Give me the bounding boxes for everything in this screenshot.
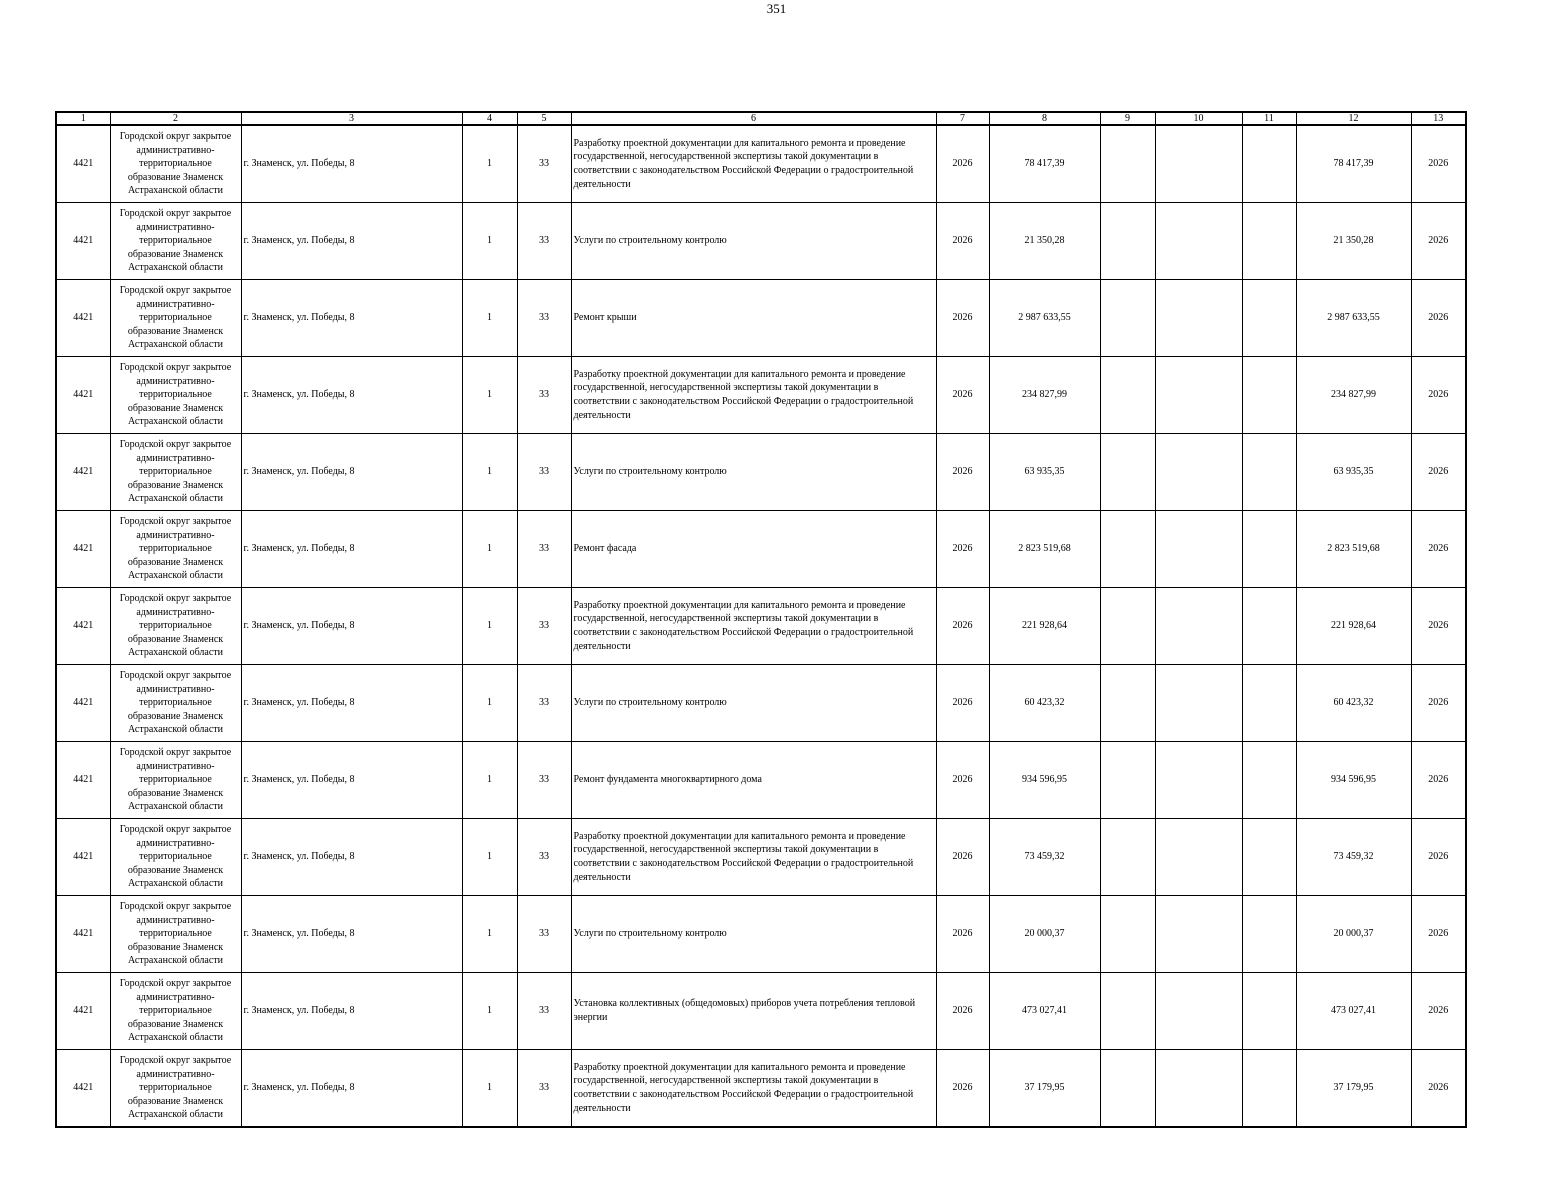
- table-row: [56, 742, 1466, 819]
- column-header-5: 5: [517, 112, 571, 125]
- col5-cell: 33: [517, 280, 571, 357]
- col11-cell: [1242, 203, 1296, 280]
- col5-cell: 33: [517, 588, 571, 665]
- total-cost-cell: 934 596,95: [1296, 742, 1411, 819]
- address-cell: г. Знаменск, ул. Победы, 8: [241, 511, 462, 588]
- year-cell: 2026: [936, 742, 989, 819]
- municipality-cell: Городской округ закрытое административно-территориальное образование Знаменск Астраханской области: [110, 896, 241, 973]
- address-cell: г. Знаменск, ул. Победы, 8: [241, 896, 462, 973]
- total-cost-cell: 234 827,99: [1296, 357, 1411, 434]
- col5-cell: 33: [517, 125, 571, 203]
- address-cell: г. Знаменск, ул. Победы, 8: [241, 203, 462, 280]
- col9-cell: [1100, 973, 1155, 1050]
- municipality-cell: Городской округ закрытое административно-территориальное образование Знаменск Астраханской области: [110, 203, 241, 280]
- col4-cell: 1: [462, 819, 517, 896]
- col10-cell: [1155, 588, 1242, 665]
- col10-cell: [1155, 203, 1242, 280]
- house-id-cell: 4421: [56, 511, 110, 588]
- cost-cell: 73 459,32: [989, 819, 1100, 896]
- column-header-4: 4: [462, 112, 517, 125]
- col5-cell: 33: [517, 434, 571, 511]
- table-body: [56, 125, 1466, 1127]
- col9-cell: [1100, 357, 1155, 434]
- col4-cell: 1: [462, 665, 517, 742]
- cost-cell: 221 928,64: [989, 588, 1100, 665]
- table-row: [56, 819, 1466, 896]
- work-type-cell: Услуги по строительному контролю: [571, 203, 936, 280]
- col5-cell: 33: [517, 819, 571, 896]
- total-cost-cell: 21 350,28: [1296, 203, 1411, 280]
- col9-cell: [1100, 203, 1155, 280]
- col4-cell: 1: [462, 511, 517, 588]
- work-type-cell: Разработку проектной документации для капитального ремонта и проведение государственной, негосударственной экспертизы такой документации в соответствии с законодательством Российской Федерации о градостроительной деятельности: [571, 588, 936, 665]
- address-cell: г. Знаменск, ул. Победы, 8: [241, 665, 462, 742]
- col9-cell: [1100, 125, 1155, 203]
- completion-year-cell: 2026: [1411, 511, 1466, 588]
- house-id-cell: 4421: [56, 588, 110, 665]
- col11-cell: [1242, 819, 1296, 896]
- column-header-10: 10: [1155, 112, 1242, 125]
- address-cell: г. Знаменск, ул. Победы, 8: [241, 588, 462, 665]
- work-type-cell: Ремонт фасада: [571, 511, 936, 588]
- col10-cell: [1155, 896, 1242, 973]
- house-id-cell: 4421: [56, 280, 110, 357]
- address-cell: г. Знаменск, ул. Победы, 8: [241, 742, 462, 819]
- completion-year-cell: 2026: [1411, 125, 1466, 203]
- col10-cell: [1155, 665, 1242, 742]
- table-row: [56, 665, 1466, 742]
- col4-cell: 1: [462, 357, 517, 434]
- col10-cell: [1155, 1050, 1242, 1128]
- col5-cell: 33: [517, 665, 571, 742]
- house-id-cell: 4421: [56, 665, 110, 742]
- completion-year-cell: 2026: [1411, 203, 1466, 280]
- house-id-cell: 4421: [56, 896, 110, 973]
- completion-year-cell: 2026: [1411, 742, 1466, 819]
- col10-cell: [1155, 280, 1242, 357]
- house-id-cell: 4421: [56, 742, 110, 819]
- col5-cell: 33: [517, 742, 571, 819]
- cost-cell: 78 417,39: [989, 125, 1100, 203]
- municipality-cell: Городской округ закрытое административно-территориальное образование Знаменск Астраханской области: [110, 434, 241, 511]
- col11-cell: [1242, 280, 1296, 357]
- total-cost-cell: 63 935,35: [1296, 434, 1411, 511]
- year-cell: 2026: [936, 588, 989, 665]
- col9-cell: [1100, 511, 1155, 588]
- table-row: [56, 896, 1466, 973]
- col5-cell: 33: [517, 511, 571, 588]
- col11-cell: [1242, 434, 1296, 511]
- total-cost-cell: 473 027,41: [1296, 973, 1411, 1050]
- col11-cell: [1242, 665, 1296, 742]
- cost-cell: 934 596,95: [989, 742, 1100, 819]
- column-header-1: 1: [56, 112, 110, 125]
- year-cell: 2026: [936, 434, 989, 511]
- table-row: [56, 511, 1466, 588]
- completion-year-cell: 2026: [1411, 973, 1466, 1050]
- col10-cell: [1155, 125, 1242, 203]
- municipality-cell: Городской округ закрытое административно-территориальное образование Знаменск Астраханской области: [110, 280, 241, 357]
- col4-cell: 1: [462, 280, 517, 357]
- total-cost-cell: 2 987 633,55: [1296, 280, 1411, 357]
- col9-cell: [1100, 819, 1155, 896]
- col9-cell: [1100, 280, 1155, 357]
- cost-cell: 63 935,35: [989, 434, 1100, 511]
- completion-year-cell: 2026: [1411, 280, 1466, 357]
- col11-cell: [1242, 973, 1296, 1050]
- completion-year-cell: 2026: [1411, 665, 1466, 742]
- address-cell: г. Знаменск, ул. Победы, 8: [241, 125, 462, 203]
- col4-cell: 1: [462, 1050, 517, 1128]
- completion-year-cell: 2026: [1411, 588, 1466, 665]
- address-cell: г. Знаменск, ул. Победы, 8: [241, 819, 462, 896]
- col10-cell: [1155, 819, 1242, 896]
- address-cell: г. Знаменск, ул. Победы, 8: [241, 434, 462, 511]
- col9-cell: [1100, 1050, 1155, 1128]
- cost-cell: 234 827,99: [989, 357, 1100, 434]
- municipality-cell: Городской округ закрытое административно-территориальное образование Знаменск Астраханской области: [110, 357, 241, 434]
- municipality-cell: Городской округ закрытое административно-территориальное образование Знаменск Астраханской области: [110, 819, 241, 896]
- year-cell: 2026: [936, 1050, 989, 1128]
- year-cell: 2026: [936, 896, 989, 973]
- header-row: [56, 112, 1466, 125]
- col11-cell: [1242, 742, 1296, 819]
- municipality-cell: Городской округ закрытое административно-территориальное образование Знаменск Астраханской области: [110, 1050, 241, 1128]
- year-cell: 2026: [936, 125, 989, 203]
- total-cost-cell: 73 459,32: [1296, 819, 1411, 896]
- col11-cell: [1242, 896, 1296, 973]
- work-type-cell: Разработку проектной документации для капитального ремонта и проведение государственной, негосударственной экспертизы такой документации в соответствии с законодательством Российской Федерации о градостроительной деятельности: [571, 357, 936, 434]
- table-row: [56, 973, 1466, 1050]
- table-row: [56, 280, 1466, 357]
- col4-cell: 1: [462, 125, 517, 203]
- cost-cell: 2 823 519,68: [989, 511, 1100, 588]
- work-type-cell: Установка коллективных (общедомовых) приборов учета потребления тепловой энергии: [571, 973, 936, 1050]
- work-type-cell: Услуги по строительному контролю: [571, 896, 936, 973]
- col4-cell: 1: [462, 742, 517, 819]
- col11-cell: [1242, 125, 1296, 203]
- municipality-cell: Городской округ закрытое административно-территориальное образование Знаменск Астраханской области: [110, 973, 241, 1050]
- col10-cell: [1155, 434, 1242, 511]
- col4-cell: 1: [462, 434, 517, 511]
- total-cost-cell: 20 000,37: [1296, 896, 1411, 973]
- house-id-cell: 4421: [56, 434, 110, 511]
- total-cost-cell: 37 179,95: [1296, 1050, 1411, 1128]
- cost-cell: 37 179,95: [989, 1050, 1100, 1128]
- table-row: [56, 125, 1466, 203]
- work-type-cell: Ремонт фундамента многоквартирного дома: [571, 742, 936, 819]
- table-row: [56, 357, 1466, 434]
- cost-cell: 473 027,41: [989, 973, 1100, 1050]
- column-header-6: 6: [571, 112, 936, 125]
- col9-cell: [1100, 588, 1155, 665]
- col10-cell: [1155, 357, 1242, 434]
- col9-cell: [1100, 434, 1155, 511]
- column-header-9: 9: [1100, 112, 1155, 125]
- column-header-11: 11: [1242, 112, 1296, 125]
- municipality-cell: Городской округ закрытое административно-территориальное образование Знаменск Астраханской области: [110, 511, 241, 588]
- cost-cell: 20 000,37: [989, 896, 1100, 973]
- col4-cell: 1: [462, 203, 517, 280]
- year-cell: 2026: [936, 357, 989, 434]
- table-row: [56, 1050, 1466, 1128]
- completion-year-cell: 2026: [1411, 819, 1466, 896]
- year-cell: 2026: [936, 665, 989, 742]
- col11-cell: [1242, 511, 1296, 588]
- col11-cell: [1242, 1050, 1296, 1128]
- work-type-cell: Ремонт крыши: [571, 280, 936, 357]
- year-cell: 2026: [936, 973, 989, 1050]
- house-id-cell: 4421: [56, 973, 110, 1050]
- col5-cell: 33: [517, 203, 571, 280]
- col11-cell: [1242, 588, 1296, 665]
- col9-cell: [1100, 665, 1155, 742]
- year-cell: 2026: [936, 511, 989, 588]
- work-type-cell: Услуги по строительному контролю: [571, 665, 936, 742]
- address-cell: г. Знаменск, ул. Победы, 8: [241, 357, 462, 434]
- municipality-cell: Городской округ закрытое административно-территориальное образование Знаменск Астраханской области: [110, 588, 241, 665]
- col5-cell: 33: [517, 973, 571, 1050]
- column-header-7: 7: [936, 112, 989, 125]
- table-row: [56, 588, 1466, 665]
- cost-cell: 21 350,28: [989, 203, 1100, 280]
- cost-cell: 60 423,32: [989, 665, 1100, 742]
- work-type-cell: Разработку проектной документации для капитального ремонта и проведение государственной, негосударственной экспертизы такой документации в соответствии с законодательством Российской Федерации о градостроительной деятельности: [571, 819, 936, 896]
- total-cost-cell: 2 823 519,68: [1296, 511, 1411, 588]
- col4-cell: 1: [462, 973, 517, 1050]
- address-cell: г. Знаменск, ул. Победы, 8: [241, 973, 462, 1050]
- house-id-cell: 4421: [56, 1050, 110, 1128]
- col10-cell: [1155, 973, 1242, 1050]
- year-cell: 2026: [936, 819, 989, 896]
- col5-cell: 33: [517, 896, 571, 973]
- col4-cell: 1: [462, 588, 517, 665]
- municipality-cell: Городской округ закрытое административно-территориальное образование Знаменск Астраханской области: [110, 665, 241, 742]
- page-number: 351: [766, 1, 787, 16]
- address-cell: г. Знаменск, ул. Победы, 8: [241, 1050, 462, 1128]
- house-id-cell: 4421: [56, 203, 110, 280]
- column-header-3: 3: [241, 112, 462, 125]
- municipality-cell: Городской округ закрытое административно-территориальное образование Знаменск Астраханской области: [110, 742, 241, 819]
- col4-cell: 1: [462, 896, 517, 973]
- completion-year-cell: 2026: [1411, 896, 1466, 973]
- table-row: [56, 434, 1466, 511]
- work-type-cell: Услуги по строительному контролю: [571, 434, 936, 511]
- work-type-cell: Разработку проектной документации для капитального ремонта и проведение государственной, негосударственной экспертизы такой документации в соответствии с законодательством Российской Федерации о градостроительной деятельности: [571, 1050, 936, 1128]
- col11-cell: [1242, 357, 1296, 434]
- column-header-13: 13: [1411, 112, 1466, 125]
- col10-cell: [1155, 511, 1242, 588]
- house-id-cell: 4421: [56, 357, 110, 434]
- col10-cell: [1155, 742, 1242, 819]
- year-cell: 2026: [936, 280, 989, 357]
- house-id-cell: 4421: [56, 819, 110, 896]
- cost-cell: 2 987 633,55: [989, 280, 1100, 357]
- column-header-2: 2: [110, 112, 241, 125]
- completion-year-cell: 2026: [1411, 434, 1466, 511]
- col5-cell: 33: [517, 1050, 571, 1128]
- year-cell: 2026: [936, 203, 989, 280]
- table-row: [56, 203, 1466, 280]
- work-type-cell: Разработку проектной документации для капитального ремонта и проведение государственной, негосударственной экспертизы такой документации в соответствии с законодательством Российской Федерации о градостроительной деятельности: [571, 125, 936, 203]
- completion-year-cell: 2026: [1411, 357, 1466, 434]
- completion-year-cell: 2026: [1411, 1050, 1466, 1128]
- total-cost-cell: 221 928,64: [1296, 588, 1411, 665]
- registry-table: [55, 111, 1467, 1128]
- total-cost-cell: 60 423,32: [1296, 665, 1411, 742]
- column-header-8: 8: [989, 112, 1100, 125]
- column-header-12: 12: [1296, 112, 1411, 125]
- col9-cell: [1100, 896, 1155, 973]
- col9-cell: [1100, 742, 1155, 819]
- address-cell: г. Знаменск, ул. Победы, 8: [241, 280, 462, 357]
- total-cost-cell: 78 417,39: [1296, 125, 1411, 203]
- col5-cell: 33: [517, 357, 571, 434]
- house-id-cell: 4421: [56, 125, 110, 203]
- municipality-cell: Городской округ закрытое административно-территориальное образование Знаменск Астраханской области: [110, 125, 241, 203]
